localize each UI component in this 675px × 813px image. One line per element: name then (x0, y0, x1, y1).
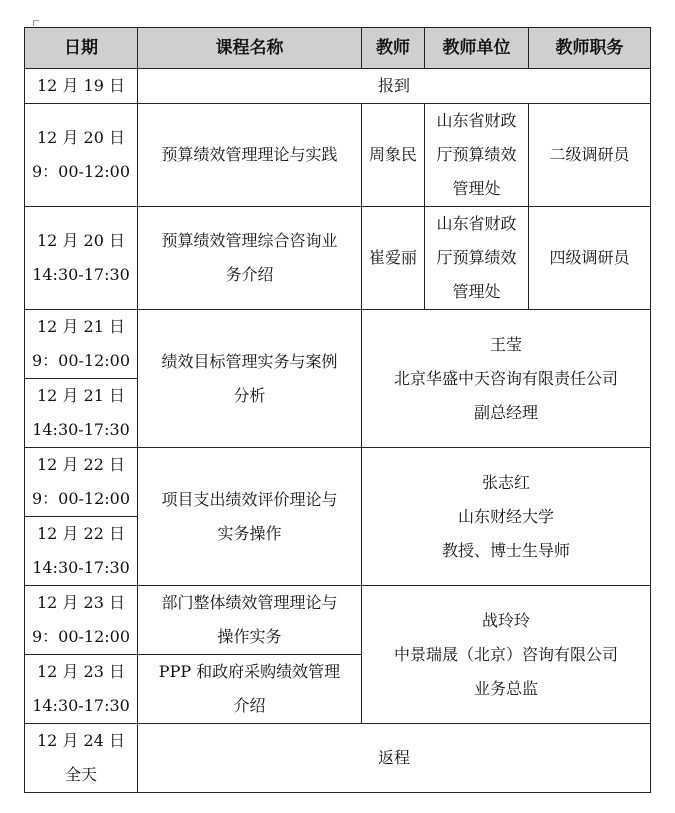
course-line: 绩效目标管理实务与案例 (161, 351, 338, 371)
header-position: 教师职务 (529, 28, 651, 69)
unit-line: 山东省财政 (436, 214, 517, 233)
unit-cell (425, 207, 529, 310)
teacher-position: 业务总监 (473, 678, 538, 698)
teacher-position: 教授、博士生导师 (441, 540, 570, 560)
teacher-name: 张志红 (481, 472, 530, 492)
date-text: 12 月 23 日 (37, 662, 125, 681)
time-text: 14:30-17:30 (32, 696, 130, 715)
course-line: 部门整体绩效管理理论与 (161, 593, 338, 612)
time-text: 14:30-17:30 (32, 265, 130, 284)
header-unit: 教师单位 (425, 28, 529, 69)
date-cell (25, 207, 138, 310)
teacher-cell: 周象民 (362, 104, 425, 207)
time-text: 14:30-17:30 (32, 420, 130, 439)
table-row (25, 69, 651, 104)
header-date: 日期 (25, 28, 138, 69)
header-teacher: 教师 (362, 28, 425, 69)
teacher-position: 副总经理 (473, 402, 538, 422)
teacher-unit: 北京华盛中天咨询有限责任公司 (393, 368, 618, 388)
teacher-unit: 中景瑞晟（北京）咨询有限公司 (393, 644, 618, 664)
course-line: 项目支出绩效评价理论与 (161, 489, 338, 509)
course-line: PPP 和政府采购绩效管理 (158, 662, 341, 681)
date-cell (25, 724, 138, 793)
date-cell (25, 104, 138, 207)
position-cell: 四级调研员 (529, 207, 651, 310)
date-text: 12 月 21 日 (37, 317, 125, 336)
date-text: 12 月 23 日 (37, 593, 125, 612)
course-line: 务介绍 (225, 265, 274, 284)
course-line: 操作实务 (217, 627, 282, 646)
date-cell (25, 655, 138, 724)
date-text: 12 月 24 日 (37, 731, 125, 750)
unit-line: 管理处 (452, 179, 501, 198)
course-cell (138, 448, 362, 586)
course-cell (138, 207, 362, 310)
teacher-unit: 山东财经大学 (457, 506, 554, 526)
date-text: 12 月 22 日 (37, 455, 125, 474)
time-text: 9：00-12:00 (31, 162, 131, 181)
header-course: 课程名称 (138, 28, 362, 69)
time-text: 9：00-12:00 (31, 627, 131, 646)
date-cell (25, 586, 138, 655)
page-corner-mark (33, 20, 39, 26)
date-cell (25, 517, 138, 586)
merged-cell: 报到 (138, 69, 651, 104)
teacher-info-cell (362, 586, 651, 724)
date-cell: 12 月 19 日 (25, 69, 138, 104)
time-text: 9：00-12:00 (31, 489, 131, 508)
course-cell (138, 655, 362, 724)
table-row (25, 207, 651, 310)
course-line: 实务操作 (217, 523, 282, 543)
date-text: 12 月 21 日 (37, 386, 125, 405)
teacher-info-cell (362, 448, 651, 586)
date-cell (25, 310, 138, 379)
teacher-info-cell (362, 310, 651, 448)
date-text: 12 月 20 日 (37, 231, 125, 250)
unit-line: 厅预算绩效 (436, 145, 517, 164)
course-line: 介绍 (233, 696, 266, 715)
unit-line: 厅预算绩效 (436, 248, 517, 267)
unit-cell (425, 104, 529, 207)
date-text: 12 月 22 日 (37, 524, 125, 543)
time-text: 9：00-12:00 (31, 351, 131, 370)
position-cell: 二级调研员 (529, 104, 651, 207)
course-cell (138, 586, 362, 655)
course-cell: 预算绩效管理理论与实践 (138, 104, 362, 207)
date-text: 12 月 20 日 (37, 128, 125, 147)
course-cell (138, 310, 362, 448)
table-row (25, 586, 651, 655)
merged-cell: 返程 (138, 724, 651, 793)
teacher-name: 王莹 (489, 334, 522, 354)
unit-line: 管理处 (452, 282, 501, 301)
schedule-table (24, 27, 651, 793)
unit-line: 山东省财政 (436, 111, 517, 130)
teacher-name: 战玲玲 (481, 610, 530, 630)
table-row (25, 310, 651, 379)
date-cell (25, 379, 138, 448)
date-cell (25, 448, 138, 517)
time-text: 全天 (64, 765, 97, 784)
table-row (25, 104, 651, 207)
header-row (25, 28, 651, 69)
table-row (25, 448, 651, 517)
table-row (25, 724, 651, 793)
course-line: 预算绩效管理综合咨询业 (161, 231, 338, 250)
course-line: 分析 (233, 385, 266, 405)
time-text: 14:30-17:30 (32, 558, 130, 577)
teacher-cell: 崔爱丽 (362, 207, 425, 310)
